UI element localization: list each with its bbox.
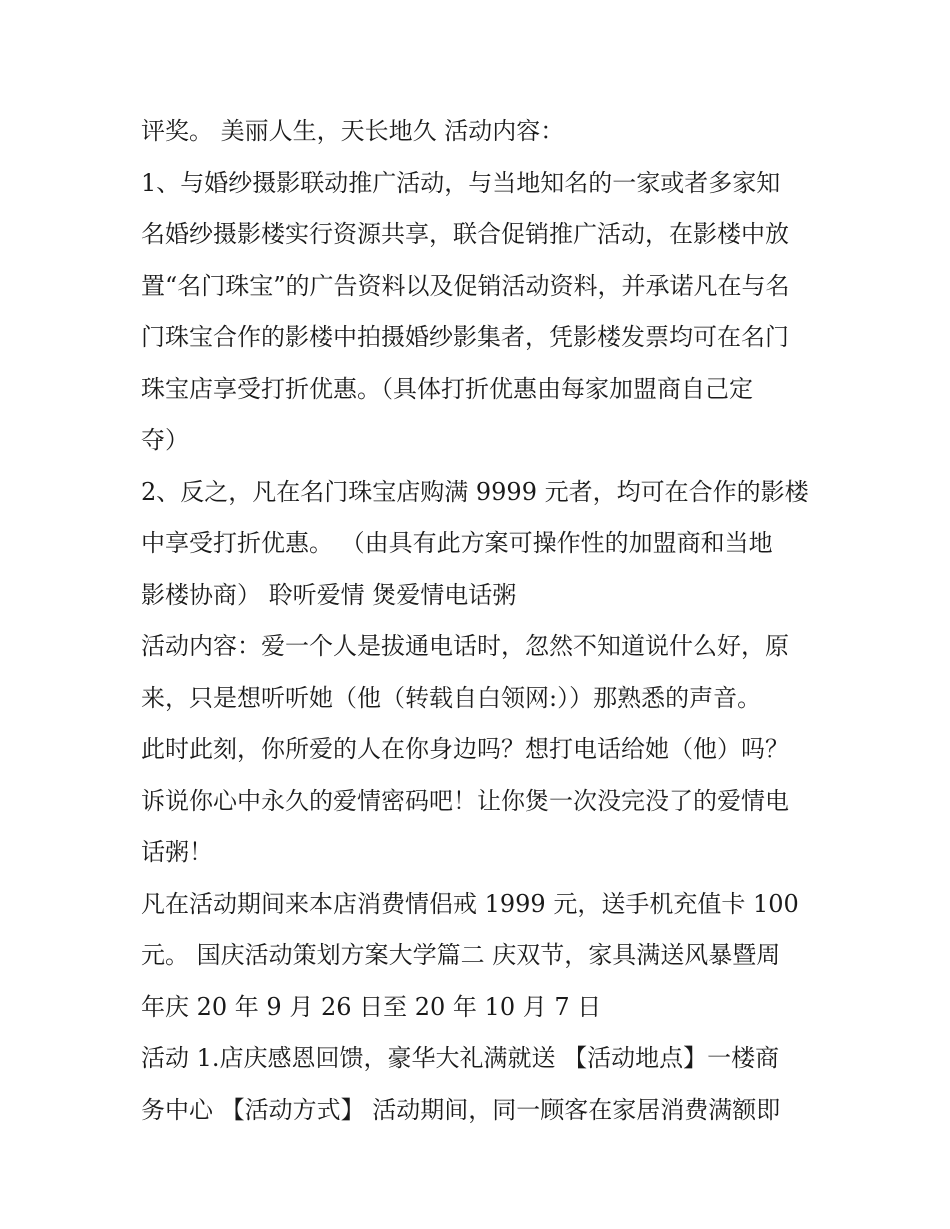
text-line: 务中心 【活动方式】 活动期间，同一顾客在家居消费满额即 <box>141 1095 781 1124</box>
text-line: 诉说你心中永久的爱情密码吧！让你煲一次没完没了的爱情电 <box>141 786 789 815</box>
text-line: 影楼协商） 聆听爱情 煲爱情电话粥 <box>141 580 517 609</box>
text-line: 活动内容：爱一个人是拔通电话时，忽然不知道说什么好，原 <box>141 632 789 660</box>
text-line: 来，只是想听听她（他（转载自白领网:））那熟悉的声音。 <box>141 683 762 712</box>
text-line: 元。 国庆活动策划方案大学篇二 庆双节，家具满送风暴暨周 <box>141 941 781 969</box>
text-line: 名婚纱摄影楼实行资源共享，联合促销推广活动，在影楼中放 <box>141 220 789 248</box>
document-body <box>141 106 821 1136</box>
text-line: 中享受打折优惠。 （由具有此方案可操作性的加盟商和当地 <box>141 529 773 557</box>
text-line: 话粥！ <box>141 838 213 866</box>
text-line: 置“名门珠宝”的广告资料以及促销活动资料，并承诺凡在与名 <box>141 271 790 300</box>
text-line: 门珠宝合作的影楼中拍摄婚纱影集者，凭影楼发票均可在名门 <box>141 323 789 351</box>
text-line: 评奖。 美丽人生，天长地久 活动内容： <box>141 117 565 145</box>
text-line: 2、反之，凡在名门珠宝店购满 9999 元者，均可在合作的影楼 <box>141 477 809 506</box>
text-line: 凡在活动期间来本店消费情侣戒 1999 元，送手机充值卡 100 <box>141 889 799 918</box>
text-line: 珠宝店享受打折优惠。（具体打折优惠由每家加盟商自己定 <box>141 374 753 403</box>
text-line: 1、与婚纱摄影联动推广活动，与当地知名的一家或者多家知 <box>141 168 781 197</box>
text-line: 活动 1.店庆感恩回馈，豪华大礼满就送 【活动地点】一楼商 <box>141 1044 780 1072</box>
text-line: 年庆 20 年 9 月 26 日至 20 年 10 月 7 日 <box>141 992 602 1021</box>
text-line: 此时此刻，你所爱的人在你身边吗？想打电话给她（他）吗？ <box>141 735 789 763</box>
text-line: 夺） <box>141 426 189 454</box>
